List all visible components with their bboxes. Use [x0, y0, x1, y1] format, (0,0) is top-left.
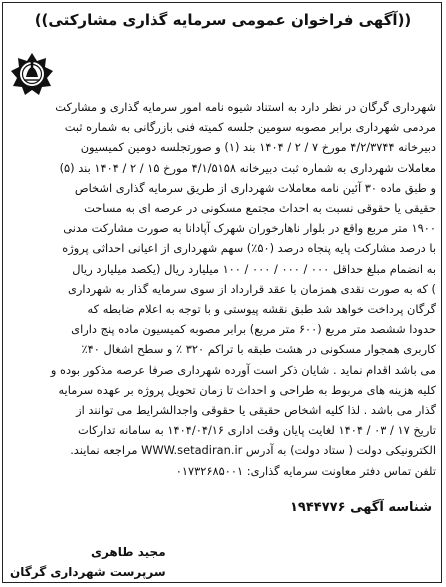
ad-id-number: شناسه آگهی ۱۹۴۴۷۷۶ [290, 500, 432, 515]
body-line: تلفن تماس دفتر معاونت سرمایه گذاری: ۰۱۷۳۲۶۸۵۰۰۱ [175, 463, 436, 478]
body-line: کاربری همجوار مسکونی در هشت طبقه با تراکم ۳۲۰ ٪ و سطح اشغال ۴۰٪ [81, 342, 436, 357]
body-line: ) که به صورت نقدی همزمان با عقد قرارداد از سوی سرمایه گذار به شهرداری [67, 281, 436, 296]
signer-name: مجید طاهری [90, 545, 166, 559]
gorgan-municipality-logo-icon [10, 52, 54, 96]
signature-block [10, 542, 166, 582]
body-line: حقیقی یا حقوقی نسبت به احداث مجتمع مسکونی در عرصه ای به مساحت [84, 201, 436, 216]
body-line: دبیرخانه ۴/۲/۳۷۴۴ مورخ ۷ / ۲ / ۱۴۰۴ بند (۱) و صورتجلسه دومین کمیسیون [80, 140, 436, 155]
body-line: الکترونیکی دولت ( ستاد دولت) به آدرس WWW.setadiran.ir مراجعه نمایند. [70, 443, 436, 458]
body-line: گرگان پرداخت خواهد شد طبق نقشه پیوستی و با توجه به اعلام ضابطه که [87, 302, 436, 317]
body-line: به انضمام مبلغ حداقل ۰۰۰ / ۰۰۰ / ۰۰۰ / ۱۰۰ میلیارد ریال (یکصد میلیارد ریال [72, 261, 436, 276]
signer-title: سرپرست شهرداری گرگان [10, 565, 166, 579]
body-line: می باشد اقدام نماید . شایان ذکر است آورده شهرداری صرفا عرصه مذکور بوده و [50, 362, 436, 377]
notice-title: ((آگهی فراخوان عمومی سرمایه گذاری مشارکتی)) [34, 11, 412, 29]
body-line: حدودا ششصد متر مربع (۶۰۰ متر مربع) برابر مصوبه کمیسیون ماده پنج دارای [71, 322, 436, 337]
body-line: شهرداری گرگان در نظر دارد به استناد شیوه نامه امور سرمایه گذاری و مشارکت [55, 100, 436, 114]
body-line: کلیه هزینه های مربوط به طراحی و احداث تا زمان تحویل پروژه بر عهده سرمایه [58, 382, 436, 397]
body-line: معاملات شهرداری به شماره ثبت دبیرخانه ۴/۱/۵۱۵۸ مورخ ۱۵ / ۲ / ۱۴۰۴ بند (۵) [59, 160, 436, 175]
body-line: ۱۹۰۰ متر مربع واقع در بلوار ناهارخوران شهرک آپادانا به صورت مشارکت مدنی [63, 221, 436, 236]
body-line: مردمی شهرداری برابر مصوبه سومین جلسه کمیته فنی بازرگانی به شماره ثبت [64, 120, 436, 135]
body-line: با درصد مشارکت پایه پنجاه درصد (۵۰٪) سهم شهرداری از اعیانی احداثی پروژه [62, 241, 436, 256]
notice-body [14, 97, 436, 481]
body-line: تاریخ ۱۷ / ۰۳ / ۱۴۰۴ لغایت پایان وقت اداری ۱۴۰۴/۰۴/۱۶ به سامانه تدارکات [77, 423, 436, 438]
body-line: و طبق ماده ۳۰ آئین نامه معاملات شهرداری از طریق سرمایه گذاری اشخاص [74, 180, 436, 195]
body-line: گذار می باشد . لذا کلیه اشخاص حقیقی یا حقوقی واجدالشرایط می توانند از [76, 403, 436, 418]
